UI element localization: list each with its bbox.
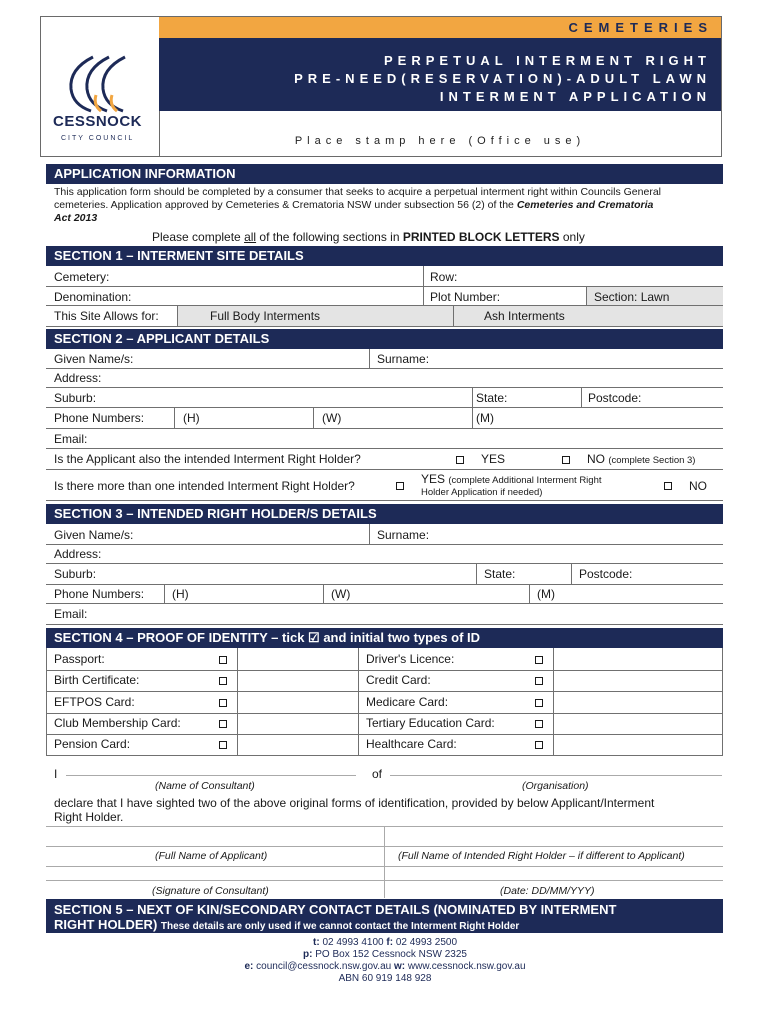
multiple-no-checkbox[interactable] [664,482,672,490]
id-left-label-0: Passport: [54,652,105,666]
id-right-checkbox-2[interactable] [535,699,543,707]
full-name-applicant-caption: (Full Name of Applicant) [155,850,268,862]
section-5-title-line-1: SECTION 5 – NEXT OF KIN/SECONDARY CONTACT DETAILS (NOMINATED BY INTERMENT [54,902,617,917]
holder-state-field[interactable]: State: [484,567,516,581]
id-left-checkbox-3[interactable] [219,720,227,728]
declare-of-label: of [372,767,383,781]
plot-number-field[interactable]: Plot Number: [430,290,501,304]
section-1-title: SECTION 1 – INTERMENT SITE DETAILS [46,246,723,266]
id-right-label-1: Credit Card: [366,673,431,687]
applicant-holder-question: Is the Applicant also the intended Interment Right Holder? [54,452,361,466]
ash-interments-option: Ash Interments [484,309,565,323]
form-header [40,16,722,157]
council-logo [41,17,160,156]
holder-yes-checkbox[interactable] [456,456,464,464]
section-4-title: SECTION 4 – PROOF OF IDENTITY – tick ☑ and initial two types of ID [46,628,723,648]
organisation-caption: (Organisation) [522,780,589,792]
multiple-yes-label: YES (complete Additional Interment Right [421,472,602,486]
applicant-state-field[interactable]: State: [476,391,508,405]
id-right-checkbox-0[interactable] [535,656,543,664]
holder-suburb-field[interactable]: Suburb: [54,567,97,581]
id-left-checkbox-1[interactable] [219,677,227,685]
applicant-address-field[interactable]: Address: [54,371,102,385]
declaration-line-1: declare that I have sighted two of the above original forms of identification, provided by below Applicant/Interment [54,796,655,810]
info-line-3: Act 2013 [54,212,98,224]
applicant-phone-mobile-field[interactable]: (M) [476,411,494,425]
block-letters-instruction: Please complete all of the following sections in PRINTED BLOCK LETTERS only [152,230,585,244]
id-right-checkbox-4[interactable] [535,741,543,749]
date-caption: (Date: DD/MM/YYY) [500,885,595,897]
info-line-2: cemeteries. Application approved by Cemeteries & Crematoria NSW under subsection 56 (2) of the Cemeteries and Crematoria [54,199,654,211]
footer-abn: ABN 60 919 148 928 [338,973,432,984]
section-3-title: SECTION 3 – INTENDED RIGHT HOLDER/S DETAILS [46,504,723,524]
declaration-line-2: Right Holder. [54,810,124,824]
holder-postcode-field[interactable]: Postcode: [579,567,633,581]
id-right-checkbox-1[interactable] [535,677,543,685]
footer-postal-address: p: PO Box 152 Cessnock NSW 2325 [303,949,467,960]
id-left-label-1: Birth Certificate: [54,673,140,687]
section-5-title-line-2: RIGHT HOLDER) These details are only used if we cannot contact the Interment Right Holder [54,917,520,932]
applicant-postcode-field[interactable]: Postcode: [588,391,642,405]
logo-sub: CITY COUNCIL [61,135,135,142]
consultant-signature-caption: (Signature of Consultant) [152,885,269,897]
footer-web-link[interactable]: www.cessnock.nsw.gov.au [407,961,526,972]
id-right-checkbox-3[interactable] [535,720,543,728]
holder-phone-label: Phone Numbers: [54,587,145,601]
footer-email-web: e: council@cessnock.nsw.gov.au w: www.cessnock.nsw.gov.au [244,961,526,972]
full-name-holder-caption: (Full Name of Intended Right Holder – if different to Applicant) [398,850,685,862]
applicant-phone-work-field[interactable]: (W) [322,411,342,425]
title-line-2: PRE-NEED(RESERVATION)-ADULT LAWN [294,71,711,86]
category-banner: CEMETERIES [159,17,721,38]
applicant-suburb-field[interactable]: Suburb: [54,391,97,405]
id-left-label-2: EFTPOS Card: [54,695,135,709]
holder-given-name-field[interactable]: Given Name/s: [54,528,134,542]
footer-email-link[interactable]: council@cessnock.nsw.gov.au [256,961,392,972]
footer-contact-line-1: t: 02 4993 4100 f: 02 4993 2500 [312,937,458,948]
applicant-given-name-field[interactable]: Given Name/s: [54,352,134,366]
section-2-title: SECTION 2 – APPLICANT DETAILS [46,329,723,349]
declare-i-label: I [54,767,58,781]
info-line-1: This application form should be completed by a consumer that seeks to acquire a perpetual interment right within Councils General [54,186,661,198]
form-title [159,38,721,111]
id-right-label-2: Medicare Card: [366,695,449,709]
section-lawn-label: Section: Lawn [594,290,670,304]
office-stamp-area: Place stamp here (Office use) [294,135,586,147]
holder-yes-label: YES [481,452,506,466]
id-right-label-3: Tertiary Education Card: [366,716,495,730]
id-left-checkbox-4[interactable] [219,741,227,749]
id-left-label-4: Pension Card: [54,737,131,751]
holder-email-field[interactable]: Email: [54,607,88,621]
denomination-field[interactable]: Denomination: [54,290,132,304]
holder-phone-work-field[interactable]: (W) [331,587,351,601]
id-right-label-4: Healthcare Card: [366,737,457,751]
applicant-phone-label: Phone Numbers: [54,411,145,425]
section-5-title [46,899,723,933]
logo-name: CESSNOCK [53,113,143,130]
full-body-interments-option: Full Body Interments [210,309,321,323]
holder-phone-home-field[interactable]: (H) [172,587,189,601]
holder-no-label: NO (complete Section 3) [587,452,696,466]
title-line-1: PERPETUAL INTERMENT RIGHT [384,53,711,68]
holder-surname-field[interactable]: Surname: [377,528,430,542]
consultant-name-caption: (Name of Consultant) [155,780,255,792]
id-left-checkbox-0[interactable] [219,656,227,664]
applicant-email-field[interactable]: Email: [54,432,88,446]
cemetery-field[interactable]: Cemetery: [54,270,110,284]
title-line-3: INTERMENT APPLICATION [439,89,711,104]
applicant-phone-home-field[interactable]: (H) [183,411,200,425]
id-right-label-0: Driver's Licence: [366,652,455,666]
multiple-yes-note: Holder Application if needed) [421,487,543,498]
row-field[interactable]: Row: [430,270,458,284]
holder-address-field[interactable]: Address: [54,547,102,561]
multiple-no-label: NO [689,479,707,493]
holder-phone-mobile-field[interactable]: (M) [537,587,555,601]
id-left-checkbox-2[interactable] [219,699,227,707]
multiple-yes-checkbox[interactable] [396,482,404,490]
applicant-surname-field[interactable]: Surname: [377,352,430,366]
application-info-title: APPLICATION INFORMATION [46,164,723,184]
site-allows-label: This Site Allows for: [54,309,159,323]
holder-no-checkbox[interactable] [562,456,570,464]
id-left-label-3: Club Membership Card: [54,716,181,730]
multiple-holders-question: Is there more than one intended Interment Right Holder? [54,479,355,493]
